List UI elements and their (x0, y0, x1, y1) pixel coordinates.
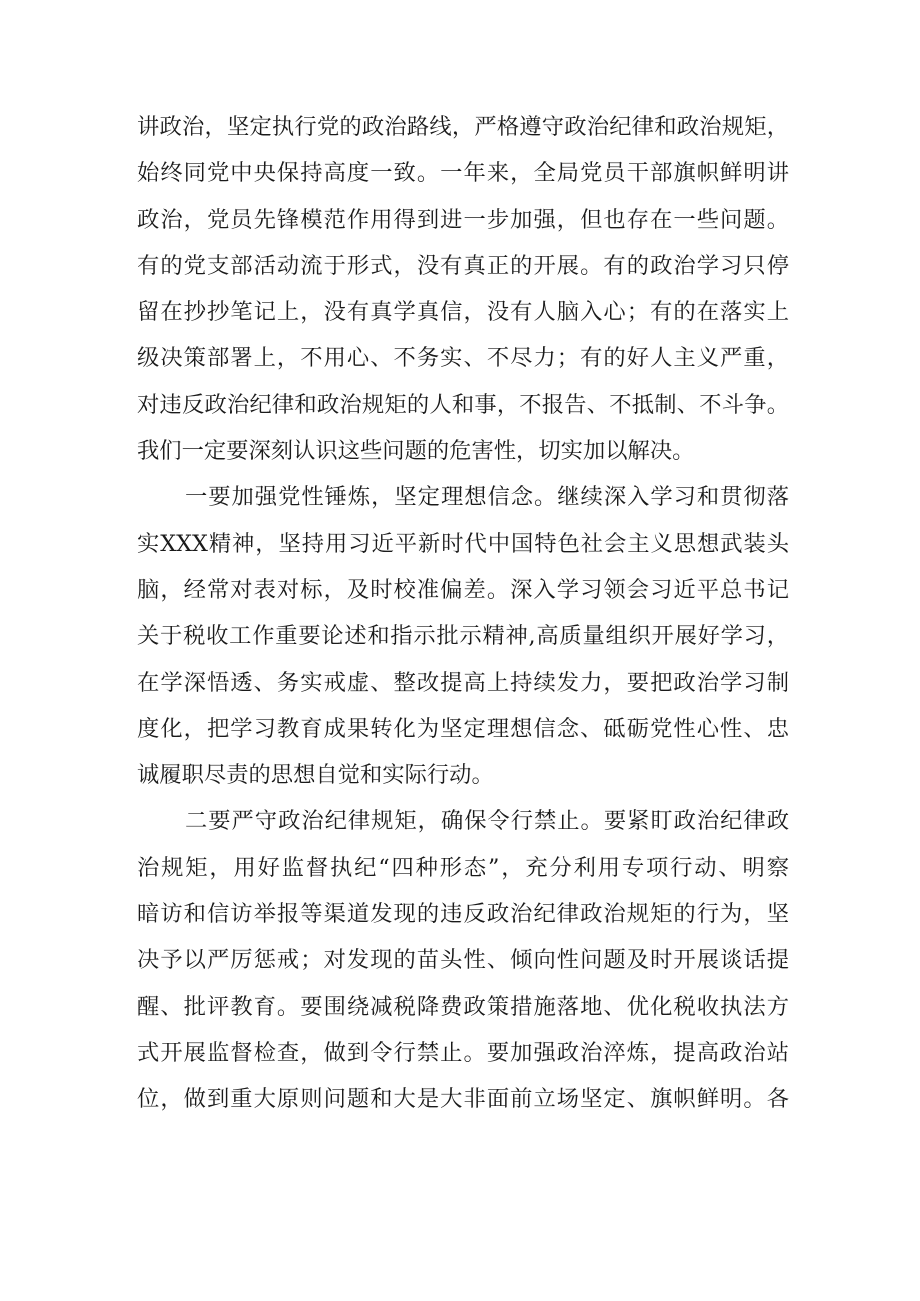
paragraph-line: 决予以严厉惩戒；对发现的苗头性、倾向性问题及时开展谈话提 (137, 947, 789, 974)
paragraph-line: 暗访和信访举报等渠道发现的违反政治纪律政治规矩的行为，坚 (137, 901, 789, 928)
paragraph-line: 我们一定要深刻认识这些问题的危害性，切实加以解决。 (137, 438, 695, 465)
paragraph-line: 二要严守政治纪律规矩，确保令行禁止。要紧盯政治纪律政 (185, 808, 789, 835)
paragraph-line: 关于税收工作重要论述和指示批示精神,高质量组织开展好学习， (137, 623, 789, 650)
paragraph-line: 讲政治，坚定执行党的政治路线，严格遵守政治纪律和政治规矩， (137, 114, 789, 140)
document-body (137, 104, 789, 1123)
paragraph-line: 度化，把学习教育成果转化为坚定理想信念、砥砺党性心性、忠 (137, 715, 789, 742)
paragraph-line: 治规矩，用好监督执纪“四种形态”，充分利用专项行动、明察 (137, 854, 789, 881)
paragraph-line: 实XXX精神，坚持用习近平新时代中国特色社会主义思想武装头 (137, 530, 789, 557)
paragraph-line: 有的党支部活动流于形式，没有真正的开展。有的政治学习只停 (137, 252, 789, 279)
paragraph-line: 留在抄抄笔记上，没有真学真信，没有人脑入心；有的在落实上 (137, 299, 789, 326)
paragraph-line: 式开展监督检查，做到令行禁止。要加强政治淬炼，提高政治站 (137, 1039, 789, 1066)
paragraph-line: 一要加强党性锤炼，坚定理想信念。继续深入学习和贯彻落 (185, 484, 789, 511)
paragraph-line: 级决策部署上，不用心、不务实、不尽力；有的好人主义严重， (137, 345, 789, 372)
paragraph-line: 脑，经常对表对标，及时校准偏差。深入学习领会习近平总书记 (137, 576, 789, 603)
paragraph-line: 对违反政治纪律和政治规矩的人和事，不报告、不抵制、不斗争。 (137, 391, 789, 418)
paragraph-line: 位，做到重大原则问题和大是大非面前立场坚定、旗帜鲜明。各 (137, 1086, 789, 1113)
paragraph-line: 在学深悟透、务实戒虚、整改提高上持续发力，要把政治学习制 (137, 669, 789, 696)
paragraph-line: 政治，党员先锋模范作用得到进一步加强，但也存在一些问题。 (137, 206, 789, 233)
paragraph-line: 始终同党中央保持高度一致。一年来，全局党员干部旗帜鲜明讲 (137, 160, 789, 187)
paragraph-line: 醒、批评教育。要围绕减税降费政策措施落地、优化税收执法方 (137, 993, 789, 1020)
paragraph-line: 诚履职尽责的思想自觉和实际行动。 (137, 762, 494, 789)
